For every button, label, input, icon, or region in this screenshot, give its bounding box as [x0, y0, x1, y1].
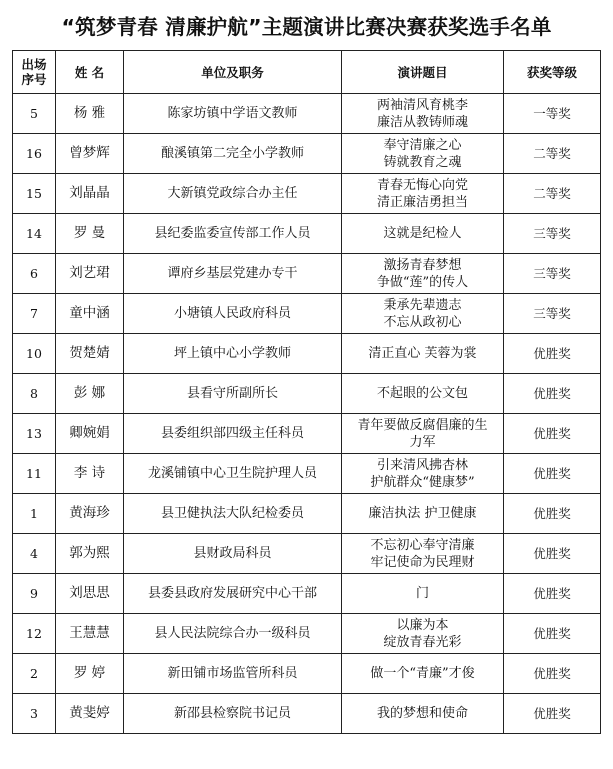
topic-line-2: 护航群众“健康梦”: [370, 474, 475, 490]
topic-line-2: 廉洁从教铸师魂: [376, 114, 468, 130]
topic-cell: [342, 574, 504, 614]
award-cell: 一等奖: [504, 94, 601, 134]
name-cell: 王慧慧: [56, 614, 124, 654]
seq-cell: 6: [13, 254, 56, 294]
header-seq: [13, 51, 56, 94]
topic-cell: [342, 414, 504, 454]
topic-line-1: 秉承先辈遗志: [383, 297, 462, 313]
topic-line-1: 两袖清风育桃李: [376, 97, 468, 113]
unit-cell: 谭府乡基层党建办专干: [124, 254, 342, 294]
name-cell: 罗 婷: [56, 654, 124, 694]
table-row: [13, 494, 601, 534]
table-row: [13, 214, 601, 254]
seq-cell: 7: [13, 294, 56, 334]
topic-line-1: 不忘初心奉守清廉: [370, 537, 475, 553]
seq-cell: 3: [13, 694, 56, 734]
table-row: [13, 574, 601, 614]
topic-line-2: 力军: [409, 434, 436, 450]
name-cell: 郭为熙: [56, 534, 124, 574]
topic-cell: [342, 174, 504, 214]
topic-line-2: 牢记使命为民理财: [370, 554, 475, 570]
topic-line-1: 清正直心 芙蓉为裳: [368, 346, 477, 361]
unit-cell: 新邵县检察院书记员: [124, 694, 342, 734]
header-name: 姓 名: [56, 51, 124, 94]
unit-cell: 县卫健执法大队纪检委员: [124, 494, 342, 534]
topic-line-1: 不起眼的公文包: [376, 386, 468, 401]
topic-line-1: 激扬青春梦想: [383, 257, 462, 273]
topic-line-1: 廉洁执法 护卫健康: [368, 506, 477, 521]
award-cell: 二等奖: [504, 174, 601, 214]
topic-line-1: 门: [415, 586, 429, 601]
award-cell: 优胜奖: [504, 574, 601, 614]
topic-cell: [342, 694, 504, 734]
seq-cell: 10: [13, 334, 56, 374]
name-cell: 童中涵: [56, 294, 124, 334]
name-cell: 李 诗: [56, 454, 124, 494]
unit-cell: 新田铺市场监管所科员: [124, 654, 342, 694]
seq-cell: 14: [13, 214, 56, 254]
page-title: “筑梦青春 清廉护航”主题演讲比赛决赛获奖选手名单: [61, 15, 552, 39]
name-cell: 彭 娜: [56, 374, 124, 414]
name-cell: 黄斐婷: [56, 694, 124, 734]
topic-line-1: 奉守清廉之心: [383, 137, 462, 153]
table-row: [13, 374, 601, 414]
table-row: [13, 134, 601, 174]
header-seq-line2: 序号: [21, 72, 47, 87]
table-row: [13, 534, 601, 574]
topic-cell: [342, 454, 504, 494]
topic-line-2: 不忘从政初心: [383, 314, 462, 330]
award-cell: 二等奖: [504, 134, 601, 174]
topic-line-1: 做一个“青廉”才俊: [370, 666, 475, 681]
name-cell: 曾梦辉: [56, 134, 124, 174]
unit-cell: 小塘镇人民政府科员: [124, 294, 342, 334]
unit-cell: 陈家坊镇中学语文教师: [124, 94, 342, 134]
topic-cell: [342, 374, 504, 414]
unit-cell: 县委县政府发展研究中心干部: [124, 574, 342, 614]
table-row: [13, 654, 601, 694]
award-cell: 三等奖: [504, 214, 601, 254]
topic-line-1: 这就是纪检人: [383, 226, 462, 241]
topic-line-2: 清正廉洁勇担当: [376, 194, 468, 210]
topic-cell: [342, 94, 504, 134]
table-row: [13, 414, 601, 454]
topic-cell: [342, 654, 504, 694]
seq-cell: 15: [13, 174, 56, 214]
table-row: [13, 454, 601, 494]
table-row: [13, 694, 601, 734]
seq-cell: 9: [13, 574, 56, 614]
topic-cell: [342, 334, 504, 374]
topic-cell: [342, 494, 504, 534]
name-cell: 杨 雅: [56, 94, 124, 134]
winners-table: [12, 50, 601, 734]
topic-line-2: 铸就教育之魂: [383, 154, 462, 170]
seq-cell: 1: [13, 494, 56, 534]
award-cell: 优胜奖: [504, 454, 601, 494]
seq-cell: 13: [13, 414, 56, 454]
name-cell: 卿婉娟: [56, 414, 124, 454]
unit-cell: 县看守所副所长: [124, 374, 342, 414]
header-seq-line1: 出场: [21, 57, 47, 72]
table-row: [13, 614, 601, 654]
seq-cell: 16: [13, 134, 56, 174]
award-cell: 优胜奖: [504, 414, 601, 454]
table-header-row: [13, 51, 601, 94]
topic-cell: [342, 134, 504, 174]
topic-line-2: 争做“莲”的传人: [376, 274, 469, 290]
name-cell: 贺楚婧: [56, 334, 124, 374]
award-cell: 三等奖: [504, 294, 601, 334]
award-cell: 优胜奖: [504, 694, 601, 734]
award-cell: 优胜奖: [504, 654, 601, 694]
name-cell: 黄海珍: [56, 494, 124, 534]
award-cell: 优胜奖: [504, 374, 601, 414]
topic-line-1: 引来清风拂杏林: [376, 457, 468, 473]
topic-cell: [342, 534, 504, 574]
topic-cell: [342, 294, 504, 334]
unit-cell: 龙溪铺镇中心卫生院护理人员: [124, 454, 342, 494]
award-cell: 优胜奖: [504, 534, 601, 574]
topic-line-1: 青年要做反腐倡廉的生: [357, 417, 488, 433]
name-cell: 刘艺珺: [56, 254, 124, 294]
name-cell: 刘思思: [56, 574, 124, 614]
header-unit: 单位及职务: [124, 51, 342, 94]
award-cell: 优胜奖: [504, 334, 601, 374]
topic-cell: [342, 254, 504, 294]
seq-cell: 2: [13, 654, 56, 694]
unit-cell: 县人民法院综合办一级科员: [124, 614, 342, 654]
header-award: 获奖等级: [504, 51, 601, 94]
name-cell: 罗 曼: [56, 214, 124, 254]
table-row: [13, 294, 601, 334]
seq-cell: 11: [13, 454, 56, 494]
award-cell: 三等奖: [504, 254, 601, 294]
header-topic: 演讲题目: [342, 51, 504, 94]
seq-cell: 4: [13, 534, 56, 574]
table-row: [13, 334, 601, 374]
unit-cell: 县委组织部四级主任科员: [124, 414, 342, 454]
award-cell: 优胜奖: [504, 614, 601, 654]
name-cell: 刘晶晶: [56, 174, 124, 214]
table-row: [13, 94, 601, 134]
unit-cell: 县财政局科员: [124, 534, 342, 574]
topic-cell: [342, 214, 504, 254]
seq-cell: 8: [13, 374, 56, 414]
award-cell: 优胜奖: [504, 494, 601, 534]
unit-cell: 坪上镇中心小学教师: [124, 334, 342, 374]
seq-cell: 12: [13, 614, 56, 654]
unit-cell: 大新镇党政综合办主任: [124, 174, 342, 214]
topic-line-1: 我的梦想和使命: [376, 706, 468, 721]
seq-cell: 5: [13, 94, 56, 134]
topic-cell: [342, 614, 504, 654]
table-row: [13, 174, 601, 214]
topic-line-1: 以廉为本: [396, 617, 449, 633]
table-body: [13, 94, 601, 734]
unit-cell: 县纪委监委宣传部工作人员: [124, 214, 342, 254]
unit-cell: 酿溪镇第二完全小学教师: [124, 134, 342, 174]
table-row: [13, 254, 601, 294]
topic-line-2: 绽放青春光彩: [383, 634, 462, 650]
topic-line-1: 青春无悔心向党: [376, 177, 468, 193]
